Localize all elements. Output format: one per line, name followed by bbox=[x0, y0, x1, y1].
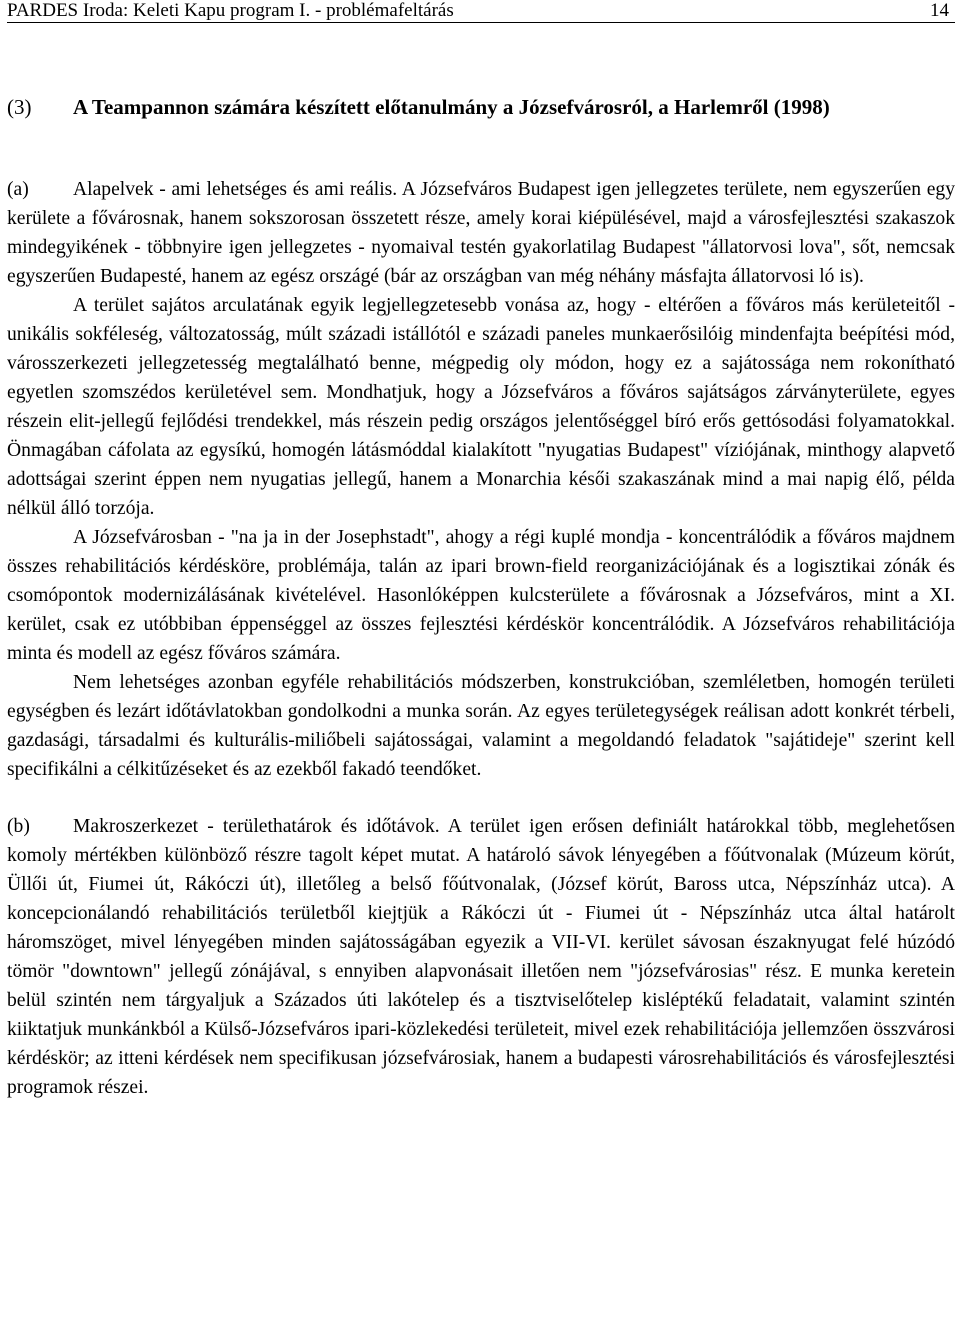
section-a-paragraph-3: A Józsefvárosban - "na ja in der Josephstadt", ahogy a régi kuplé mondja - koncentrálódik a főváros majdnem összes rehabilitációs kérdésköre, problémája, talán az ipari brown-field reorganizációjának és a logisztikai zónák és csomópontok modernizálásának kivételével. Hasonlóképpen kulcsterülete a fővárosnak a Józsefváros, mint a XI. kerület, csak ez utóbbiban éppenséggel az összes fejlesztési kérdéskör koncentrálódik. A Józsefváros rehabilitációja minta és modell az egész főváros számára. bbox=[7, 527, 955, 664]
section-a-heading: Alapelvek - ami lehetséges és ami reális. bbox=[73, 179, 398, 200]
chapter-heading bbox=[7, 93, 955, 122]
section-b-heading: Makroszerkezet - területhatárok és időtávok. bbox=[73, 816, 440, 837]
page-header bbox=[7, 0, 955, 23]
section-b-label: (b) bbox=[7, 816, 30, 837]
header-title: PARDES Iroda: Keleti Kapu program I. - problémafeltárás bbox=[7, 0, 454, 21]
section-a-p1-text: A Józsefváros Budapest igen jellegzetes területe, nem egyszerűen egy kerülete a fővárosnak, hanem sokszorosan összetett része, amely korai kiépülésével, majd a városfejlesztési szakaszok mindegyikének - többnyire igen jellegzetes - nyomaival testén gyakorlatilag Budapest "állatorvosi lova", sőt, nemcsak egyszerűen Budapesté, hanem az egész országé (bár az országban van még néhány másfajta állatorvosi ló is). bbox=[7, 179, 955, 287]
page-number: 14 bbox=[930, 0, 949, 21]
document-body bbox=[7, 175, 955, 1102]
section-a-paragraph-4: Nem lehetséges azonban egyféle rehabilitációs módszerben, konstrukcióban, szemléletben, homogén területi egységben és lezárt időtávlatokban gondolkodni a munka során. Az egyes területegységek reálisan adott konkrét térbeli, gazdasági, társadalmi és kulturális-miliőbeli sajátosságai, valamint a megoldandó feladatok "sajátideje" szerint kell specifikálni a célkitűzéseket és az ezekből fakadó teendőket. bbox=[7, 672, 955, 780]
section-b-p1-text: A terület igen erősen definiált határokkal több, meglehetősen komoly mértékben különböző részre tagolt képet mutat. A határoló sávok lényegében a főútvonalak (Múzeum körút, Üllői út, Fiumei út, Rákóczi út), illetőleg a belső főútvonalak, (József körút, Baross utca, Népszínház utca). A koncepcionálandó rehabilitációs területből kiejtjük a Rákóczi út - Fiumei út - Népszínház utca által határolt háromszöget, mivel lényegében minden sajátosságában egyezik a VII-VI. kerület sávosan északnyugat felé húzódó tömör "downtown" jellegű zónájával, s ennyiben alapvonásait illetően nem "józsefvárosias" rész. E munka keretein belül szintén nem tárgyaljuk a Százados úti lakótelep és a tisztviselőtelep kisléptékű feladatait, valamint szintén kiiktatjuk munkánkból a Külső-Józsefváros ipari-közlekedési területeit, mivel ezek rehabilitációja jellemzően összvárosi kérdéskör; az itteni kérdések nem specifikusan józsefvárosiak, hanem a budapesti városrehabilitációs és városfejlesztési programok részei. bbox=[7, 816, 955, 1098]
section-a-paragraph-1 bbox=[7, 175, 955, 291]
section-a-paragraph-2: A terület sajátos arculatának egyik legjellegzetesebb vonása az, hogy - eltérően a főváros más kerületeitől - unikális sokféleség, változatosság, múlt századi istállótól e századi paneles munkaerősilóig mindenfajta beépítési mód, városszerkezeti jellegzetesség megtalálható benne, mégpedig oly módon, hogy ez a sajátossága nem rokonítható egyetlen szomszédos kerületével sem. Mondhatjuk, hogy a Józsefváros a főváros sajátságos zárványterülete, egyes részein elit-jellegű fejlődési trendekkel, más részein pedig országos jelentőséggel bíró erős gettósodási folyamatokkal. Önmagában cáfolata az egysíkú, homogén látásmóddal kialakított "nyugatias Budapest" víziójának, minthogy alapvető adottságai szerint éppen nem nyugatias jellegű, hanem a Monarchia késői szakaszának mind a mai napig élő, példa nélkül álló torzója. bbox=[7, 295, 955, 519]
section-b-paragraph-1 bbox=[7, 812, 955, 1102]
chapter-label: (3) bbox=[7, 95, 32, 119]
chapter-heading-text: A Teampannon számára készített előtanulmány a Józsefvárosról, a Harlemről (1998) bbox=[73, 95, 830, 119]
section-a-label: (a) bbox=[7, 179, 29, 200]
